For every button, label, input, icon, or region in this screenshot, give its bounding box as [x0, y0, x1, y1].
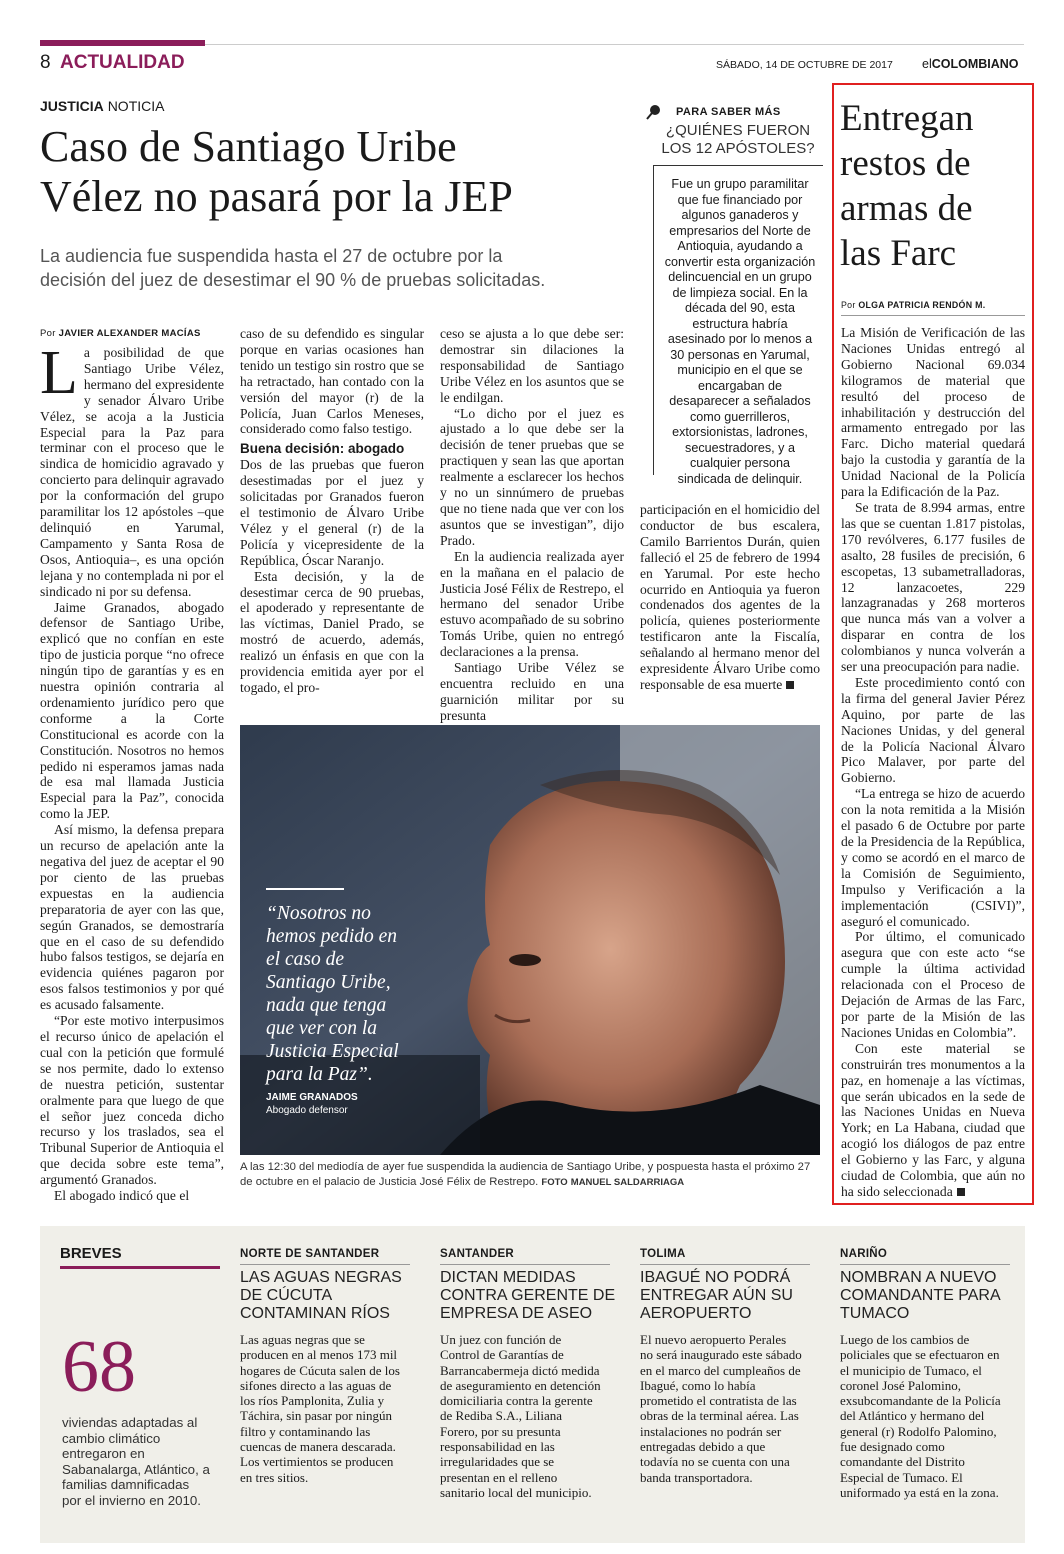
article-column-1: La posibilidad de que Santiago Uribe Vélez, hermano del expresidente y senador Álvaro Uribe Vélez, se acoja a la Justicia Especial para la Paz para terminar con el proceso que le sindica de homicidio agravado y concierto para delinquir agravado por la conformación del grupo paramilitar los 12 apóstoles –que delinquió en Yarumal, Campamento y Santa Rosa de Osos, Antioquia–, es una opción lejana y no contemplada ni por el sindicado ni por su defensa. Jaime Granados, abogado defensor de Santiago Uribe, explicó que no confían en este tipo de justicia porque “no ofrece ningún tipo de garantías y es en nuestra opinión contraria al ordenamiento jurídico pero que conforme a la Corte Constitucional es acorde con la Constitución. Nosotros no hemos pedido ni esperamos jamas nada de esa mal llamada Justicia Especial para la Paz”, conocida como la JEP. Así mismo, la defensa prepara un recurso de apelación ante la negativa del juez de aceptar el 90 por ciento de las pruebas expuestas en la audiencia preparatoria de ayer con las que, según Granados, se demostraría que en el caso de su defendido hubo falsos testigos, se dejaría en evidencia quiénes pagaron por esos falsos testimonios y por qué es acusado falsamente. “Por este motivo interpusimos el recurso único de apelación el cual con la petición que formulé se nos permite, dado lo extenso de nuestra petición, sustentar oralmente para que luego de que el señor juez conceda dicho recurso y los traslados, sea el Tribunal Superior de Antioquia el que decida sobre este tema”, argumentó Granados. El abogado indicó que el	[40, 339, 224, 1204]
main-headline: Caso de Santiago Uribe Vélez no pasará por la JEP	[40, 122, 513, 221]
header-rule	[205, 44, 1024, 45]
end-mark	[786, 681, 794, 689]
article-column-3: ceso se ajusta a lo que debe ser: demostrar sin dilaciones la responsabilidad de Santiago Uribe Vélez en los asuntos que se le endilgan. “Lo dicho por el juez es ajustado a lo que debe ser la decisión de tener pruebas que se practiquen y sean las que aportan realmente a esclarecer los hechos y no un sinnúmero de pruebas que no tiene nada que ver con los asuntos que se investigan”, dijo Prado. En la audiencia realizada ayer en la mañana en el palacio de Justicia José Félix de Restrepo, el hermano del senador Uribe estuvo acompañado de su sobrino Tomás Uribe, quien no entregó declaraciones a la prensa. Santiago Uribe Vélez se encuentra recluido en una guarnición militar por su presunta	[440, 326, 624, 723]
header-accent-bar	[40, 40, 205, 46]
pin-icon	[645, 103, 663, 121]
breve-item: NORTE DE SANTANDER LAS AGUAS NEGRAS DE CÚCUTA CONTAMINAN RÍOS Las aguas negras que se producen en al menos 173 mil hogares de Cúcuta salen de los sifones directo a las aguas de los ríos Pamplonita, Zulia y Táchira, sin pasar por ningún filtro y contaminando las cuencas de manera descarada. Los vertimientos se producen en tres sitios.	[240, 1248, 420, 1485]
kicker-bold: JUSTICIA	[40, 98, 104, 114]
article-kicker	[40, 98, 164, 114]
breve-item: TOLIMA IBAGUÉ NO PODRÁ ENTREGAR AÚN SU AEROPUERTO El nuevo aeropuerto Perales no será inaugurado este sábado en el marco del cumpleaños de Ibagué, como lo había prometido el contratista de las obras de la terminal aérea. Las instalaciones no podrán ser entregadas debido a que todavía no se cuenta con una banda transportadora.	[640, 1248, 820, 1485]
quote-attribution: JAIME GRANADOS Abogado defensor	[266, 1092, 358, 1116]
breve-item: NARIÑO NOMBRAN A NUEVO COMANDANTE PARA TUMACO Luego de los cambios de policiales que se efectuaron en el municipio de Tumaco, el coronel José Palomino, exsubcomandante de la Policía del Atlántico y hermano del general (r) Rodolfo Palomino, fue designado como comandante del Distrito Especial de Tumaco. El uniformado ya está en la zona.	[840, 1248, 1020, 1500]
breve-item: SANTANDER DICTAN MEDIDAS CONTRA GERENTE DE EMPRESA DE ASEO Un juez con función de Control de Garantías de Barrancabermeja dictó medida de aseguramiento en detención domiciliaria contra la gerente de Rediba S.A., Liliana Forero, por su presunta responsabilidad en las irregularidades que se presentan en el relleno sanitario local del municipio.	[440, 1248, 616, 1500]
breves-accent-rule	[60, 1266, 220, 1269]
photo-credit-label: FOTO	[541, 1176, 568, 1188]
photo-caption: A las 12:30 del mediodía de ayer fue suspendida la audiencia de Santiago Uribe, y pospuesta hasta el próximo 27 de octubre en el palacio de Justicia José Félix de Restrepo. FOTO MANUEL SALDARRIAGA	[240, 1161, 811, 1188]
right-byline-rule	[841, 315, 1025, 316]
sidebar-left-rule	[653, 165, 654, 475]
pull-quote: “Nosotros no hemos pedido en el caso de Santiago Uribe, nada que tenga que ver con la Justicia Especial para la Paz”.	[266, 903, 399, 1085]
newspaper-brand	[922, 57, 1019, 71]
dropcap: L	[40, 339, 78, 407]
right-byline: Por OLGA PATRICIA RENDÓN M.	[841, 300, 986, 310]
article-column-4: participación en el homicidio del conductor de bus escalera, Camilo Barrientos Durán, quien falleció el 25 de febrero de 1994 en Yarumal. Por este hecho ocurrido en Antioquia ya fueron condenados dos agentes de la policía, quienes posteriormente testificaron ante la Fiscalía, señalando al hermano menor del expresidente Álvaro Uribe como responsable de esa muerte	[640, 502, 820, 692]
end-mark	[957, 1188, 965, 1196]
brand-prefix: el	[922, 57, 932, 71]
article-subhead: Buena decisión: abogado	[240, 441, 405, 457]
photo-credit-name: MANUEL SALDARRIAGA	[570, 1176, 685, 1188]
right-article-body: La Misión de Verificación de las Naciones Unidas entregó al Gobierno Nacional 69.034 kilogramos de material que resultó del proceso de inhabilitación y destrucción del armamento entregado por las Farc. Dicho material quedará bajo la custodia y garantía de la Unidad Nacional de la Policía para la Edificación de la Paz. Se trata de 8.994 armas, entre las que se cuentan 1.817 pistolas, 170 revólveres, 6.177 fusiles de asalto, 28 fusiles de precisión, 6 escopetas, 13 subametralladoras, 12 lanzacoetes, 229 lanzagranadas y 268 morteros que nunca más van a volver a disparar en contra de los colombianos y nunca volverán a ser una preocupación para nadie. Este procedimiento contó con la firma del general Javier Pérez Aquino, por parte de las Naciones Unidas, y del general de la Policía Nacional Álvaro Pico Malaver, por parte del Gobierno. “La entrega se hizo de acuerdo con la nota remitida a la Misión el pasado 6 de Octubre por parte de la Presidencia de la República, y como se acordó en el marco de la Comisión de Seguimiento, Impulso y Verificación a la implementación (CSIVI)”, aseguró el comunicado. Por último, el comunicado asegura que con este acto “se cumple la última actividad relacionada con el Proceso de Dejación de Armas de las Farc, por parte de la Misión de las Naciones Unidas en Colombia”. Con este material se construirán tres monumentos a la paz, en homenaje a las víctimas, que serán ubicados en la sede de las Naciones Unidas en Nueva York; en La Habana, ciudad que acogió los diálogos de paz entre el Gobierno y las Farc, y alguna ciudad de Colombia, que aún no ha sido seleccionada	[841, 325, 1025, 1199]
kicker-light: NOTICIA	[107, 98, 165, 114]
breves-stat-text: viviendas adaptadas al cambio climático entregaron en Sabanalarga, Atlántico, a familias damnificadas por el invierno en 2010.	[62, 1415, 210, 1508]
page-number: 8	[40, 52, 51, 73]
quote-rule	[266, 888, 344, 890]
issue-date: SÁBADO, 14 DE OCTUBRE DE 2017	[716, 59, 893, 71]
main-byline: Por JAVIER ALEXANDER MACÍAS	[40, 328, 201, 339]
sidebar-text: Fue un grupo paramilitar que fue financiado por algunos ganaderos y empresarios del Norte de Antioquia, ayudando a convertir esta organización delincuencial en un grupo de limpieza social. En la década del 90, esta estructura habría asesinado por lo menos a 30 personas en Yarumal, municipio en el que se encargaban de desaparecer a señalados como guerrilleros, extorsionistas, ladrones, secuestradores, y a cualquier persona sindicada de delinquir.	[664, 177, 816, 486]
brand-name: COLOMBIANO	[931, 57, 1019, 71]
sidebar-question: ¿QUIÉNES FUERON LOS 12 APÓSTOLES?	[661, 122, 815, 157]
breves-stat-number: 68	[62, 1326, 136, 1408]
breves-label: BREVES	[60, 1245, 122, 1262]
section-title: ACTUALIDAD	[60, 52, 185, 73]
sidebar-label: PARA SABER MÁS	[676, 106, 781, 118]
right-headline: Entregan restos de armas de las Farc	[840, 98, 974, 274]
main-deck: La audiencia fue suspendida hasta el 27 de octubre por la decisión del juez de desestimar el 90 % de pruebas solicitadas.	[40, 246, 546, 290]
sidebar-rule	[653, 165, 823, 166]
article-column-2: caso de su defendido es singular porque en varias ocasiones han tenido un testigo sin rostro que se ha retractado, han contado con la versión del mayor (r) de la Policía, Juan Carlos Meneses, considerado como falso testigo. Buena decisión: abogado Dos de las pruebas que fueron desestimadas por el juez y solicitadas por Granados fueron el testimonio de Álvaro Uribe Vélez y el general (r) de la Policía y vicepresidente de la República, Óscar Naranjo. Esta decisión, y la de desestimar cerca de 90 pruebas, el apoderado y representante de las víctimas, Daniel Prado, se mostró de acuerdo, además, realizó un énfasis en que con la providencia emitida ayer por el togado, el pro-	[240, 326, 424, 695]
